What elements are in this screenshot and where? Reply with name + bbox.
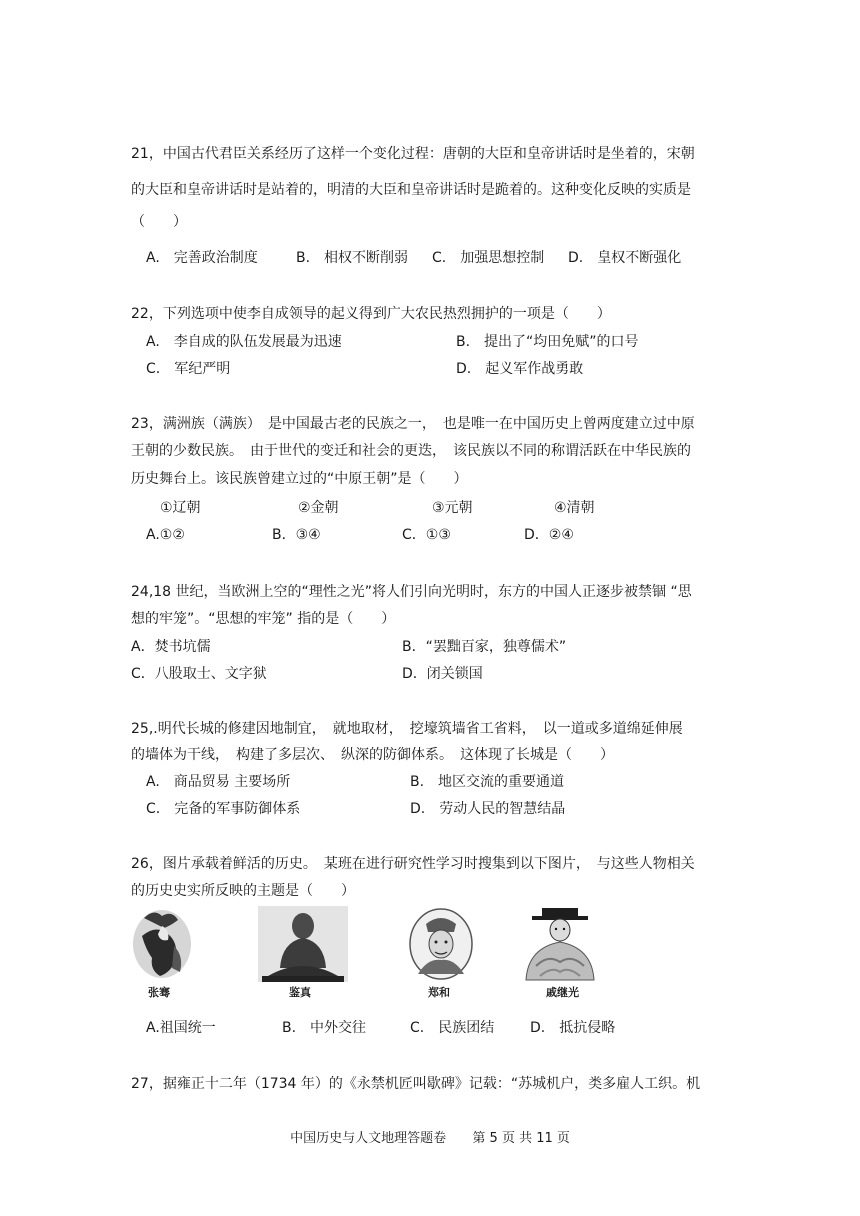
q24-stem-line2: 想的牢笼”。“思想的牢笼” 指的是（ ） (131, 611, 396, 627)
jian-zhen-statue (258, 906, 348, 982)
q23-option-a[interactable]: A.①② (146, 527, 185, 543)
zhang-qian-caption: 张骞 (148, 986, 170, 999)
q23-item-4: ④清朝 (554, 500, 595, 516)
q25-option-b[interactable]: B. 地区交流的重要通道 (410, 774, 565, 790)
zheng-he-caption: 郑和 (428, 986, 450, 999)
q22-option-a[interactable]: A. 李自成的队伍发展最为迅速 (146, 334, 342, 350)
q24-option-d[interactable]: D．闭关锁国 (402, 666, 483, 682)
q26-option-d[interactable]: D. 抵抗侵略 (530, 1020, 616, 1036)
q21-stem-line1: 21，中国古代君臣关系经历了这样一个变化过程：唐朝的大臣和皇帝讲话时是坐着的，宋朝 (131, 146, 695, 162)
q25-option-c[interactable]: C. 完备的军事防御体系 (146, 801, 301, 817)
q21-stem-line2: 的大臣和皇帝讲话时是站着的，明清的大臣和皇帝讲话时是跪着的。这种变化反映的实质是 (131, 182, 691, 198)
q24-option-a[interactable]: A．焚书坑儒 (131, 639, 211, 655)
q23-stem-line3: 历史舞台上。该民族曾建立过的“中原王朝”是（ ） (131, 471, 468, 487)
zheng-he-portrait (408, 906, 474, 982)
q25-option-d[interactable]: D. 劳动人民的智慧结晶 (410, 801, 566, 817)
q26-stem-line1: 26，图片承载着鲜活的历史。 某班在进行研究性学习时搜集到以下图片， 与这些人物相关 (131, 856, 695, 872)
footer-exam-name: 中国历史与人文地理答题卷 (290, 1131, 447, 1146)
q21-option-d[interactable]: D. 皇权不断强化 (568, 250, 682, 266)
qi-jiguang-portrait (522, 906, 598, 982)
q23-item-3: ③元朝 (432, 500, 473, 516)
q23-item-2: ②金朝 (298, 500, 339, 516)
page-footer (0, 1130, 860, 1148)
q26-option-a[interactable]: A.祖国统一 (146, 1020, 216, 1036)
q21-option-c[interactable]: C. 加强思想控制 (432, 250, 545, 266)
q24-option-c[interactable]: C．八股取士、文字狱 (131, 666, 267, 682)
q25-option-a[interactable]: A. 商品贸易 主要场所 (146, 774, 291, 790)
q21-option-a[interactable]: A. 完善政治制度 (146, 250, 258, 266)
q23-item-1: ①辽朝 (160, 500, 201, 516)
q26-option-b[interactable]: B. 中外交往 (282, 1020, 367, 1036)
q24-stem-line1: 24,18 世纪，当欧洲上空的“理性之光”将人们引向光明时，东方的中国人正逐步被禁锢 “思 (131, 584, 692, 600)
jian-zhen-caption: 鉴真 (289, 986, 311, 999)
zhang-qian-portrait (132, 906, 192, 982)
q25-stem-line1: 25,.明代长城的修建因地制宜， 就地取材， 挖壕筑墙省工省料， 以一道或多道绵延伸展 (131, 721, 683, 737)
q23-stem-line1: 23，满洲族（满族） 是中国最古老的民族之一， 也是唯一在中国历史上曾两度建立过中原 (131, 416, 695, 432)
q23-option-c[interactable]: C．①③ (402, 527, 451, 543)
q22-option-d[interactable]: D. 起义军作战勇敢 (456, 361, 584, 377)
q23-option-d[interactable]: D．②④ (524, 527, 574, 543)
q26-option-c[interactable]: C. 民族团结 (410, 1020, 495, 1036)
q24-option-b[interactable]: B．“罢黜百家，独尊儒术” (402, 639, 567, 655)
q21-stem-line3: （ ） (131, 214, 187, 230)
qi-jiguang-caption: 戚继光 (546, 986, 579, 999)
q26-stem-line2: 的历史史实所反映的主题是（ ） (131, 883, 355, 899)
q22-option-b[interactable]: B. 提出了“均田免赋”的口号 (456, 334, 639, 350)
q21-option-b[interactable]: B. 相权不断削弱 (296, 250, 409, 266)
q27-stem-line1: 27，据雍正十二年（1734 年）的《永禁机匠叫歇碑》记载：“苏城机户，类多雇人工织。机 (131, 1076, 701, 1092)
q22-stem-line1: 22，下列选项中使李自成领导的起义得到广大农民热烈拥护的一项是（ ） (131, 306, 611, 322)
q23-stem-line2: 王朝的少数民族。 由于世代的变迁和社会的更迭， 该民族以不同的称谓活跃在中华民族的 (131, 443, 691, 459)
q25-stem-line2: 的墙体为干线， 构建了多层次、 纵深的防御体系。 这体现了长城是（ ） (131, 747, 614, 763)
q22-option-c[interactable]: C. 军纪严明 (146, 361, 231, 377)
footer-page-info: 第 5 页 共 11 页 (472, 1131, 570, 1146)
q23-option-b[interactable]: B．③④ (272, 527, 321, 543)
